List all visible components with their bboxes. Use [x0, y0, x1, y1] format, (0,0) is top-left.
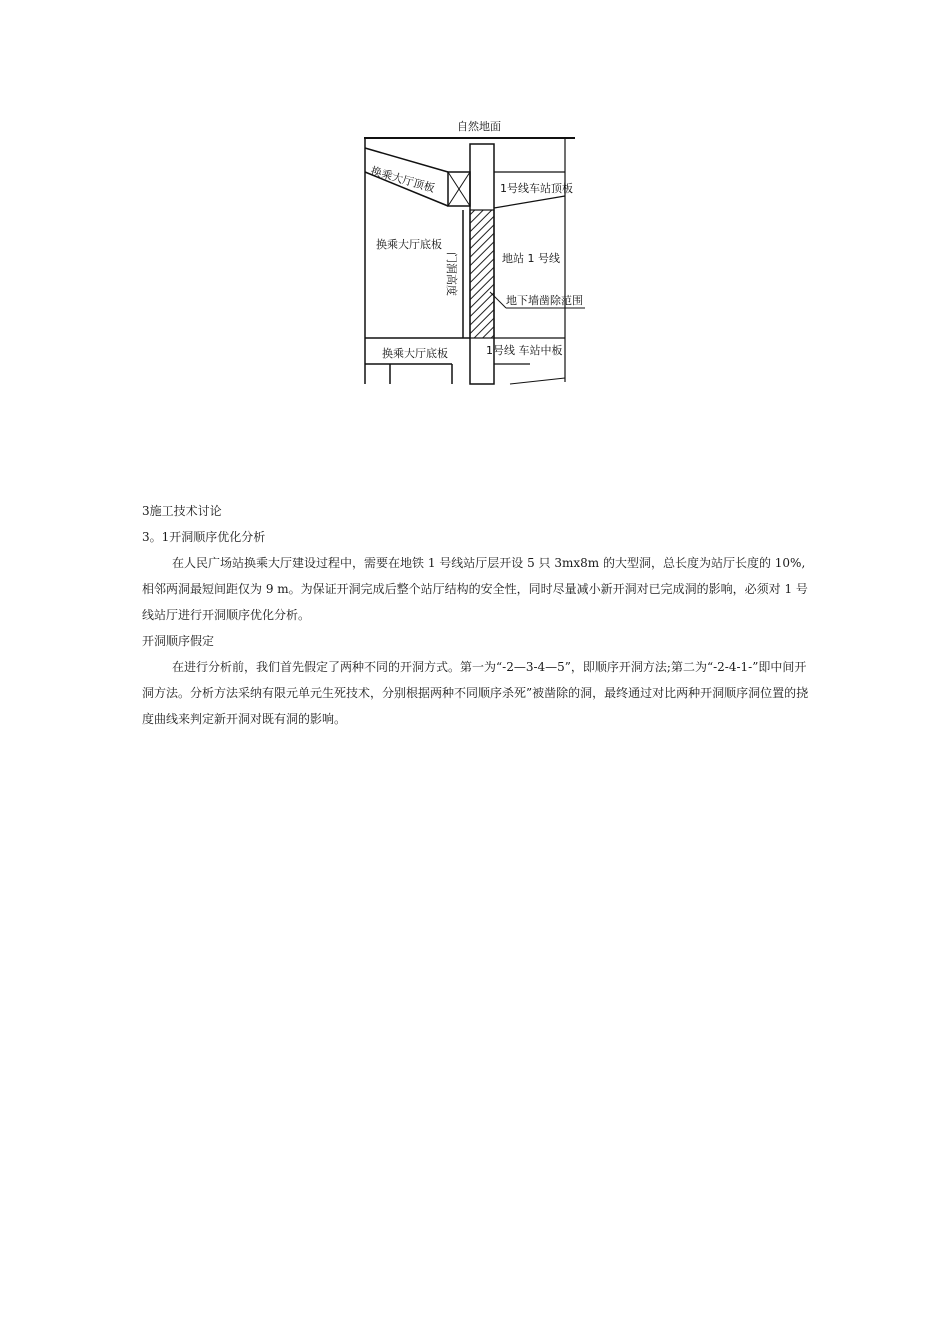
cross-section-drawing [360, 112, 590, 392]
label-wall-removal: 地下墙凿除范围 [506, 294, 583, 307]
section-diagram [360, 112, 590, 392]
wall-removal-region [470, 210, 494, 338]
document-body [142, 498, 810, 732]
label-hall-floor-upper: 换乘大厅底板 [376, 238, 442, 251]
label-hall-roof: 换乘大厅顶板 [369, 164, 437, 196]
paragraph-1: 在人民广场站换乘大厅建设过程中，需要在地铁 1 号线站厅层开设 5 只 3mx8m 的大型洞，总长度为站厅长度的 10%,相邻两洞最短间距仅为 9 m。为保证开洞完成后整个站厅结构的安全性，同时尽量减小新开洞对已完成洞的影响，必须对 1 号线站厅进行开洞顺序优化分析。 [142, 556, 808, 622]
label-line1-roof: 1号线车站顶板 [500, 182, 573, 195]
label-station-line1: 地站 1 号线 [502, 252, 560, 265]
subsection-heading: 3。1开洞顺序优化分析 [142, 530, 266, 544]
assumption-heading: 开洞顺序假定 [142, 634, 215, 648]
label-opening-height: 门洞高度 [445, 252, 458, 296]
paragraph-2: 在进行分析前，我们首先假定了两种不同的开洞方式。第一为“-2—3-4—5”，即顺序开洞方法;第二为“-2-4-1-”即中间开洞方法。分析方法采纳有限元单元生死技术，分别根据两种不同顺序杀死”被凿除的洞，最终通过对比两种开洞顺序洞位置的挠度曲线来判定新开洞对既有洞的影响。 [142, 660, 809, 726]
label-line1-mid: 1号线 车站中板 [486, 344, 563, 357]
label-hall-floor-lower: 换乘大厅底板 [382, 347, 448, 360]
label-ground: 自然地面 [457, 120, 501, 133]
line1-roof-bottom [494, 196, 565, 208]
line1-mid-slope [510, 378, 565, 384]
section-heading: 3施工技术讨论 [142, 504, 222, 518]
